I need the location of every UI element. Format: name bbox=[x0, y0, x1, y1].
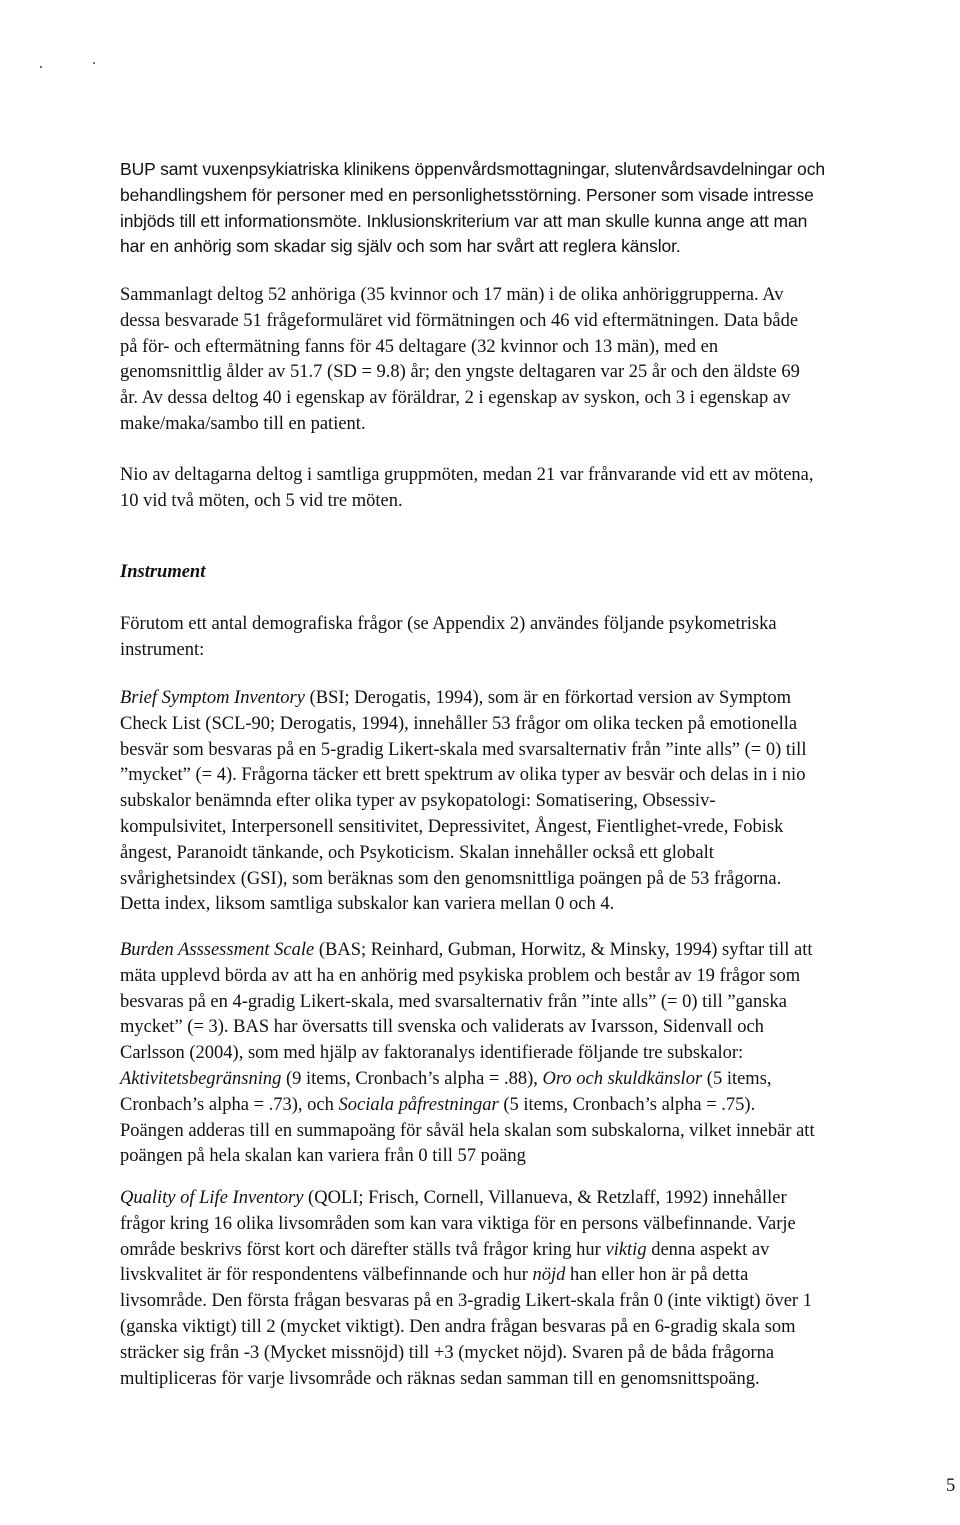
text-line: ”mycket” (= 4). Frågorna täcker ett brett spektrum av olika typer av besvär och delas in i nio bbox=[120, 765, 806, 786]
page-number: 5 bbox=[946, 1476, 956, 1496]
paragraph-instruments-intro bbox=[120, 612, 950, 664]
text-line: instrument: bbox=[120, 639, 205, 660]
emphasis-word: viktig bbox=[605, 1239, 647, 1260]
subscale-name: Sociala påfrestningar bbox=[338, 1094, 499, 1115]
emphasis-word: nöjd bbox=[532, 1265, 566, 1286]
text-line: genomsnittlig ålder av 51.7 (SD = 9.8) år; den yngste deltagaren var 25 år och den äldste 69 bbox=[120, 362, 800, 383]
text-line: svårighetsindex (GSI), som beräknas som den genomsnittliga poängen på de 53 frågorna. bbox=[120, 868, 782, 889]
text-line: mäta upplevd börda av att ha en anhörig med psykiska problem och består av 19 frågor som bbox=[120, 965, 801, 986]
scan-speck bbox=[40, 66, 42, 68]
text-line: Quality of Life Inventory (QOLI; Frisch, Cornell, Villanueva, & Retzlaff, 1992) innehåller bbox=[120, 1188, 787, 1208]
scan-speck bbox=[93, 62, 95, 64]
text-line: ångest, Paranoidt tänkande, och Psykoticism. Skalan innehåller också ett globalt bbox=[120, 842, 714, 863]
instrument-name: Burden Asssessment Scale bbox=[120, 940, 315, 960]
text-line: Brief Symptom Inventory (BSI; Derogatis, 1994), som är en förkortad version av Symptom bbox=[120, 688, 792, 708]
text-line: Burden Asssessment Scale (BAS; Reinhard, Gubman, Horwitz, & Minsky, 1994) syftar till att bbox=[120, 940, 813, 960]
text-line: multipliceras för varje livsområde och räknas sedan samman till en genomsnittspoäng. bbox=[120, 1368, 760, 1389]
text-line: Carlsson (2004), som med hjälp av faktoranalys identifierade följande tre subskalor: bbox=[120, 1043, 744, 1064]
text-line: besvär som besvaras på en 5-gradig Likert-skala med svarsalternativ från ”inte alls” (= 0) till bbox=[120, 739, 807, 760]
text-line: besvaras på en 4-gradig Likert-skala, med svarsalternativ från ”inte alls” (= 0) till ”ganska bbox=[120, 991, 787, 1012]
paragraph-participants bbox=[120, 283, 950, 438]
text-line: har en anhörig som skadar sig själv och som har svårt att reglera känslor. bbox=[120, 236, 681, 257]
text-line: (ganska viktigt) till 2 (mycket viktigt). Den andra frågan besvaras på en 6-gradig skala som bbox=[120, 1316, 796, 1337]
text-line: Check List (SCL-90; Derogatis, 1994), innehåller 53 frågor om olika tecken på emotionella bbox=[120, 713, 798, 734]
text-line: på för- och eftermätning fanns för 45 deltagare (32 kvinnor och 13 män), med en bbox=[120, 336, 719, 357]
paragraph-intro bbox=[120, 157, 950, 260]
paragraph-attendance bbox=[120, 463, 950, 515]
paragraph-bas bbox=[120, 938, 950, 1170]
text-line: dessa besvarade 51 frågeformuläret vid förmätningen och 46 vid eftermätningen. Data både bbox=[120, 310, 799, 331]
instrument-name: Quality of Life Inventory bbox=[120, 1188, 304, 1208]
text-line: Poängen adderas till en summapoäng för såväl hela skalan som subskalorna, vilket innebär att bbox=[120, 1120, 815, 1141]
text-line: mycket” (= 3). BAS har översatts till svenska och validerats av Ivarsson, Sidenvall och bbox=[120, 1017, 764, 1038]
text-line: BUP samt vuxenpsykiatriska klinikens öppenvårdsmottagningar, slutenvårdsavdelningar och bbox=[120, 159, 825, 179]
subscale-name: Aktivitetsbegränsning bbox=[120, 1068, 282, 1089]
text-line: inbjöds till ett informationsmöte. Inklusionskriterium var att man skulle kunna ange att man bbox=[120, 210, 808, 231]
instrument-name: Brief Symptom Inventory bbox=[120, 688, 305, 708]
text-line: poängen på hela skalan kan variera från 0 till 57 poäng bbox=[120, 1146, 526, 1167]
text-line: kompulsivitet, Interpersonell sensitivitet, Depressivitet, Ångest, Fientlighet-vrede, Fobisk bbox=[120, 816, 784, 837]
paragraph-qoli bbox=[120, 1186, 950, 1392]
text-line: livsområde. Den första frågan besvaras på en 3-gradig Likert-skala från 0 (inte viktigt) över 1 bbox=[120, 1291, 812, 1312]
text-line: Cronbach’s alpha = .73), och Sociala påfrestningar (5 items, Cronbach’s alpha = .75). bbox=[120, 1094, 756, 1115]
section-heading: Instrument bbox=[120, 562, 206, 582]
text-line: sträcker sig från -3 (Mycket missnöjd) till +3 (mycket nöjd). Svaren på de båda frågorna bbox=[120, 1342, 775, 1363]
text-line: område beskrivs först kort och därefter ställs två frågor kring hur viktig denna aspekt av bbox=[120, 1239, 770, 1260]
text-line: Aktivitetsbegränsning (9 items, Cronbach’s alpha = .88), Oro och skuldkänslor (5 items, bbox=[120, 1068, 772, 1089]
text-line: Förutom ett antal demografiska frågor (se Appendix 2) användes följande psykometriska bbox=[120, 614, 777, 634]
text-line: Sammanlagt deltog 52 anhöriga (35 kvinnor och 17 män) i de olika anhöriggrupperna. Av bbox=[120, 285, 784, 305]
text-line: behandlingshem för personer med en personlighetsstörning. Personer som visade intresse bbox=[120, 184, 814, 205]
text-line: subskalor benämnda efter olika typer av psykopatologi: Somatisering, Obsessiv- bbox=[120, 791, 716, 812]
text-line: make/maka/sambo till en patient. bbox=[120, 413, 366, 434]
text-line: 10 vid två möten, och 5 vid tre möten. bbox=[120, 490, 403, 511]
text-line: livskvalitet är för respondentens välbefinnande och hur nöjd han eller hon är på detta bbox=[120, 1265, 749, 1286]
text-line: år. Av dessa deltog 40 i egenskap av föräldrar, 2 i egenskap av syskon, och 3 i egenskap av bbox=[120, 388, 791, 409]
text-line: Nio av deltagarna deltog i samtliga gruppmöten, medan 21 var frånvarande vid ett av mötena, bbox=[120, 465, 814, 485]
text-line: Detta index, liksom samtliga subskalor kan variera mellan 0 och 4. bbox=[120, 894, 615, 915]
paragraph-bsi bbox=[120, 686, 950, 918]
subscale-name: Oro och skuldkänslor bbox=[542, 1068, 703, 1089]
text-line: frågor kring 16 olika livsområden som kan vara viktiga för en persons välbefinnande. Varje bbox=[120, 1213, 796, 1234]
